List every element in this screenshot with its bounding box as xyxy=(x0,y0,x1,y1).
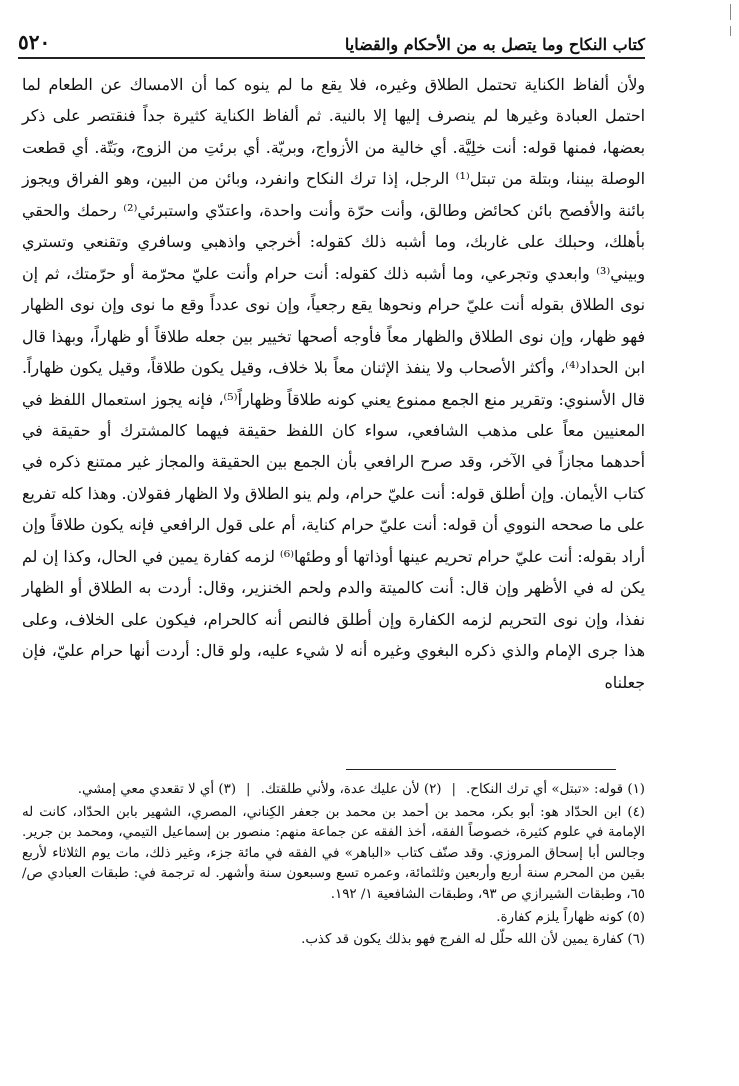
footnote-row xyxy=(22,780,645,801)
footnote-2: (٢) لأن عليك عدة، ولأني طلقتك. xyxy=(260,782,442,797)
footnotes xyxy=(22,780,645,951)
edge-mark xyxy=(730,26,731,36)
running-title: كتاب النكاح وما يتصل به من الأحكام والقضايا xyxy=(344,35,645,54)
page-header xyxy=(18,30,645,54)
footnote-3: (٣) أي لا تقعدي معي إمشي. xyxy=(77,782,237,797)
footnote-separator: | xyxy=(451,782,457,797)
edge-mark xyxy=(730,4,731,20)
footnote-4: (٤) ابن الحدّاد هو: أبو بكر، محمد بن أحمد بن محمد بن جعفر الكِناني، المصري، الشهير بابن الحدّاد، كانت له الإمامة في علوم كثيرة، خصوصاً الفقه، أخذ الفقه عن جماعة منهم: منصور بن إسماعيل التيمي، ومحمد بن جرير. وجالس أبا إسحاق المروزي. وقد صنّف كتاب «الباهر» في الفقه في مائة جزء، وغير ذلك، مات يوم الثلاثاء لأربع بقين من المحرم سنة أربع وأربعين وثلثمائة، وعمره تسع وسبعون سنة وأشهر. له ترجمة في: طبقات العبادي ص/ ٦٥، وطبقات الشيرازي ص ٩٣، وطبقات الشافعية ١/ ١٩٢. xyxy=(22,804,645,902)
page-number: ٥٢٠ xyxy=(18,30,51,54)
footnote-separator: | xyxy=(246,782,251,797)
footnote-rule xyxy=(346,769,616,770)
footnote-6: (٦) كفارة يمين لأن الله حلّل له الفرج فهو بذلك يكون قد كذب. xyxy=(301,932,645,948)
footnote-1: (١) قوله: «تبتل» أي ترك النكاح. xyxy=(466,782,645,797)
header-rule xyxy=(18,57,645,59)
main-text xyxy=(22,69,645,698)
footnote-5: (٥) كونه ظهاراً يلزم كفارة. xyxy=(496,909,645,925)
main-paragraph: ولأن ألفاظ الكناية تحتمل الطلاق وغيره، فلا يقع ما لم ينوه كما أن الامساك عن الطعام لما احتمل العبادة وغيرها لم ينصرف إليها إلا بالنية. ثم ألفاظ الكناية كثيرة جداً فنقتصر على ذكر بعضها، فمنها قوله: أنت خلِيَّة. أي خالية من الأزواج، وبريّة. أي برئتِ من الزوج، وبَتّة. أي قطعت الوصلة بيننا، وبتلة من تبتل⁽¹⁾ الرجل، إذا ترك النكاح وانفرد، وبائن من البين، وهو الفراق ويجوز بائنة والأفصح بائن كحائض وطالق، وأنت حرّة وأنت واحدة، واعتدّي واستبرئي⁽²⁾ رحمك والحقي بأهلك، وحبلك على غاربك، وما أشبه ذلك كقوله: أخرجي واذهبي وسافري وتقنعي وتستري وبيني⁽³⁾ وابعدي وتجرعي، وما أشبه ذلك كقوله: أنت حرام وأنت عليّ محرّمة أو حرّمتك، ثم إن نوى الطلاق بقوله أنت عليّ حرام ونحوها يقع رجعياً، وإن نوى عدداً وقع ما نوى وإن نوى الظهار فهو ظهار، وإن نوى الطلاق والظهار معاً فأوجه أصحها تخيير بين جعله طلاقاً أو ظهاراً، وبهذا قال ابن الحداد⁽⁴⁾، وأكثر الأصحاب ولا ينفذ الإثنان معاً بلا خلاف، وقيل يكون طلاقاً، وقيل يكون ظهاراً. قال الأسنوي: وتقرير منع الجمع ممنوع يعني كونه طلاقاً وظهاراً⁽⁵⁾، فإنه يجوز استعمال اللفظ في المعنيين معاً على مذهب الشافعي، سواء كان اللفظ حقيقة فيهما كالمشترك أو حقيقة في أحدهما مجازاً في الآخر، وقد صرح الرافعي بأن الجمع بين الحقيقة والمجاز غير ممتنع ذكره في كتاب الأيمان. وإن أطلق قوله: أنت عليّ حرام، ولم ينو الطلاق ولا الظهار فقولان. وهذا كله تفريع على ما صححه النووي أن قوله: أنت عليّ حرام كناية، أم على قول الرافعي فإنه يكون طلاقاً وإن أراد بقوله: أنت عليّ حرام تحريم عينها أوذاتها أو وطئها⁽⁶⁾ لزمه كفارة يمين في الحال، وكذا إن لم يكن له في الأظهر وإن قال: أنت كالميتة والدم ولحم الخنزير، وقال: أردت به الطلاق أو الظهار نفذا، وإن نوى التحريم لزمه الكفارة وإن أطلق فالنص أنه كالحرام، فيكون على الخلاف، وعلى هذا جرى الإمام والذي ذكره البغوي وغيره أنه لا شيء عليه، ولو قال: أردت أنها حرام عليّ، فإن جعلناه xyxy=(22,75,646,692)
